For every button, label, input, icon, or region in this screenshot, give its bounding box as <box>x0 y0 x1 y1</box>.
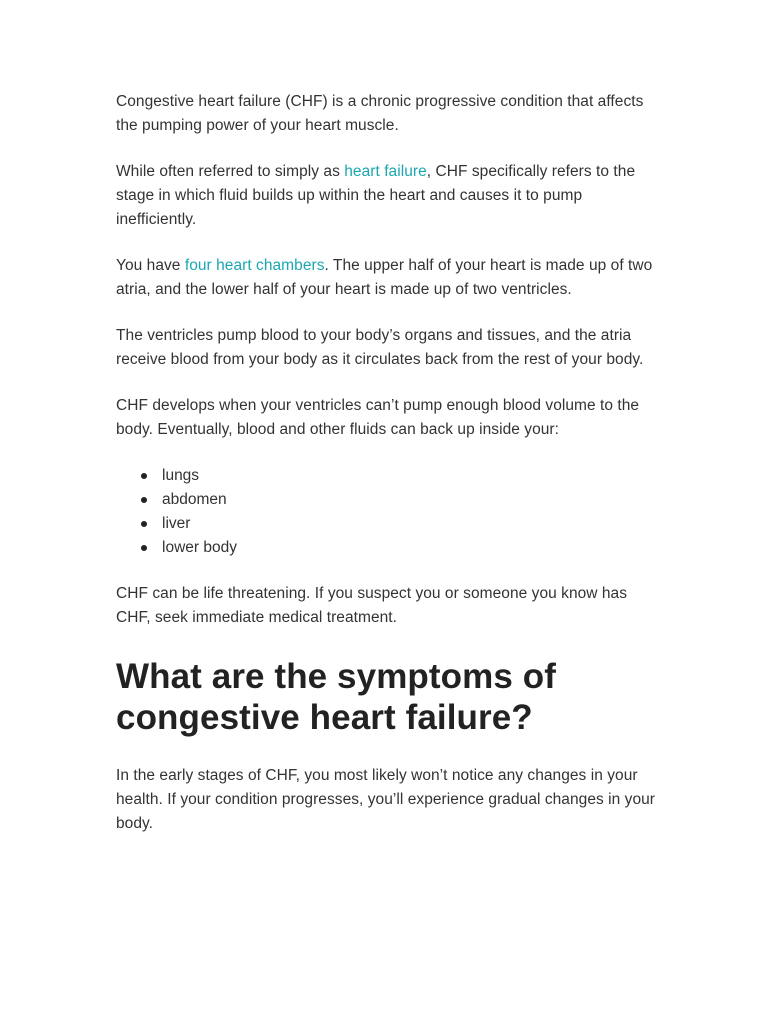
list-item-label: liver <box>162 515 191 532</box>
early-stages-paragraph: In the early stages of CHF, you most likely won’t notice any changes in your health. If your condition progresses, you’ll experience gradual changes in your body. <box>116 767 656 832</box>
list-item <box>162 536 656 560</box>
paragraph-text: . The upper half of your heart is made up of two atria, and the lower half of your heart is made up of two ventricles. <box>116 257 653 298</box>
bullet-icon <box>141 521 147 527</box>
four-heart-chambers-link[interactable]: four heart chambers <box>184 257 325 274</box>
list-item <box>162 488 656 512</box>
heart-failure-link[interactable]: heart failure <box>344 163 427 180</box>
article-body <box>116 90 656 858</box>
symptoms-heading: What are the symptoms of congestive heart failure? <box>116 657 556 737</box>
heart-failure-paragraph <box>116 160 656 232</box>
intro-paragraph: Congestive heart failure (CHF) is a chronic progressive condition that affects the pumping power of your heart muscle. <box>116 93 644 134</box>
ventricles-paragraph: The ventricles pump blood to your body’s organs and tissues, and the atria receive blood from your body as it circulates back from the rest of your body. <box>116 327 644 368</box>
heart-chambers-paragraph <box>116 254 656 302</box>
list-item-label: lungs <box>162 467 200 484</box>
bullet-icon <box>141 497 147 503</box>
list-item-label: lower body <box>162 539 237 556</box>
list-item-label: abdomen <box>162 491 227 508</box>
affected-areas-list <box>116 464 656 560</box>
list-item <box>162 464 656 488</box>
list-item <box>162 512 656 536</box>
bullet-icon <box>141 545 147 551</box>
paragraph-text: , CHF specifically refers to the stage in which fluid builds up within the heart and causes it to pump inefficiently. <box>116 163 636 228</box>
life-threatening-paragraph: CHF can be life threatening. If you suspect you or someone you know has CHF, seek immediate medical treatment. <box>116 585 628 626</box>
chf-develops-paragraph: CHF develops when your ventricles can’t pump enough blood volume to the body. Eventually, blood and other fluids can back up inside your: <box>116 397 640 438</box>
paragraph-text: You have <box>116 257 185 274</box>
bullet-icon <box>141 473 147 479</box>
paragraph-text: While often referred to simply as <box>116 163 345 180</box>
